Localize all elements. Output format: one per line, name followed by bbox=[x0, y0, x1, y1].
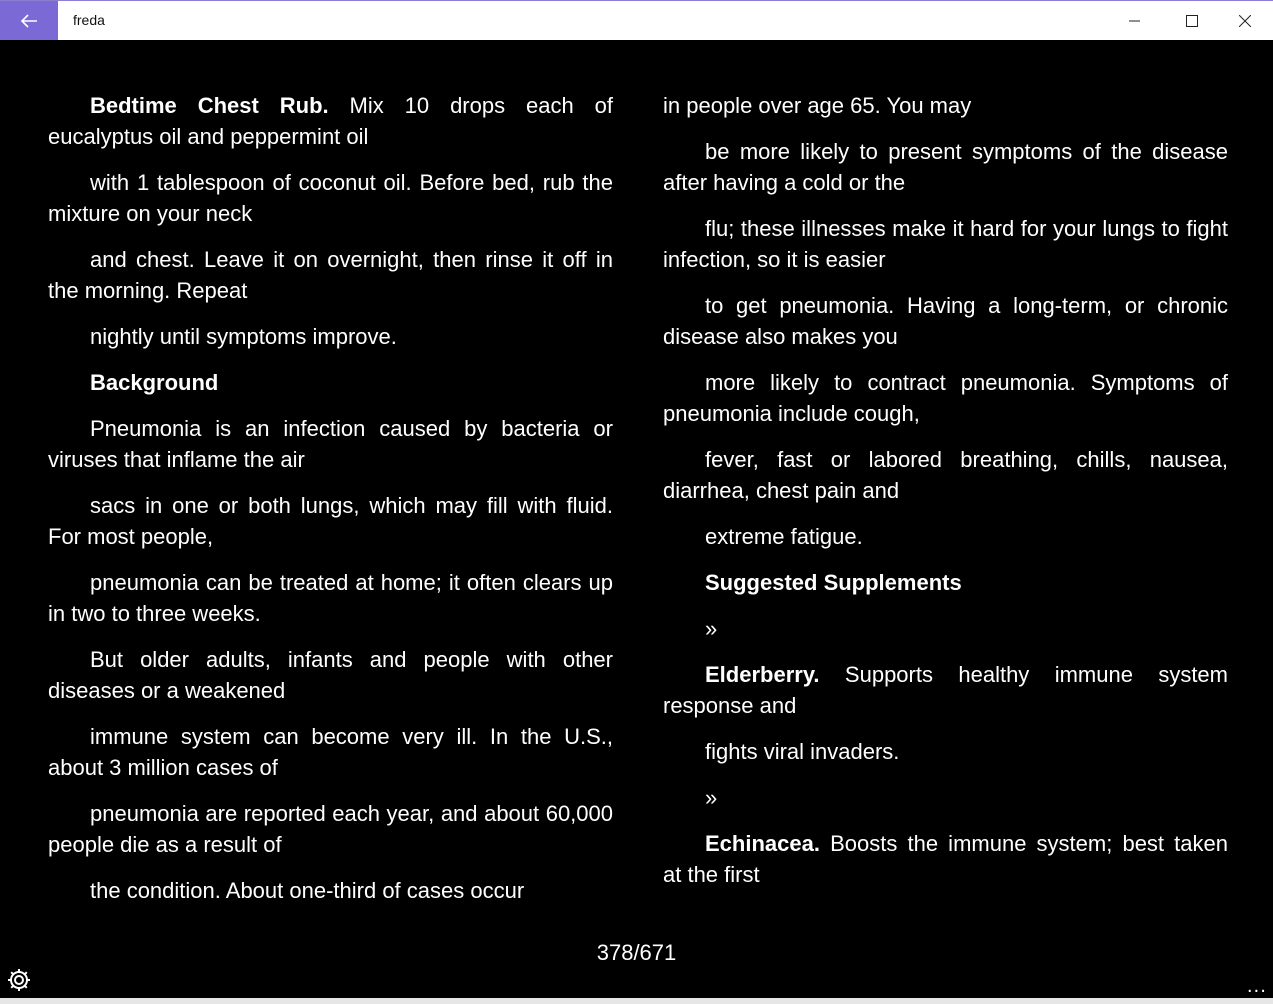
paragraph: flu; these illnesses make it hard for your lungs to fight infection, so it is easier bbox=[663, 216, 1228, 272]
paragraph: nightly until symptoms improve. bbox=[90, 324, 397, 349]
bullet-marker: » bbox=[705, 785, 718, 810]
back-button[interactable] bbox=[0, 1, 58, 41]
paragraph: more likely to contract pneumonia. Symptoms of pneumonia include cough, bbox=[663, 370, 1228, 426]
title-bar bbox=[0, 0, 1273, 40]
bold-lead: Elderberry. bbox=[705, 662, 820, 687]
maximize-icon bbox=[1186, 15, 1198, 27]
close-button[interactable] bbox=[1216, 1, 1273, 41]
paragraph: pneumonia are reported each year, and about 60,000 people die as a result of bbox=[48, 801, 613, 857]
minimize-button[interactable] bbox=[1106, 1, 1163, 41]
paragraph: immune system can become very ill. In the U.S., about 3 million cases of bbox=[48, 724, 613, 780]
paragraph: the condition. About one-third of cases occur bbox=[90, 878, 525, 903]
paragraph: But older adults, infants and people with other diseases or a weakened bbox=[48, 647, 613, 703]
reader-page bbox=[0, 40, 1273, 1004]
close-icon bbox=[1239, 15, 1251, 27]
section-heading: Background bbox=[90, 370, 219, 395]
bold-lead: Echinacea. bbox=[705, 831, 820, 856]
section-heading: Suggested Supplements bbox=[705, 570, 962, 595]
arrow-left-icon bbox=[20, 14, 38, 28]
paragraph: Echinacea. Boosts the immune system; best taken at the first bbox=[663, 831, 1228, 887]
paragraph: sacs in one or both lungs, which may fill with fluid. For most people, bbox=[48, 493, 613, 549]
minimize-icon bbox=[1129, 15, 1141, 27]
paragraph: Elderberry. Supports healthy immune system response and bbox=[663, 662, 1228, 718]
bold-lead: Bedtime Chest Rub. bbox=[90, 93, 329, 118]
paragraph: to get pneumonia. Having a long-term, or chronic disease also makes you bbox=[663, 293, 1228, 349]
paragraph: pneumonia can be treated at home; it often clears up in two to three weeks. bbox=[48, 570, 613, 626]
paragraph: extreme fatigue. bbox=[705, 524, 863, 549]
paragraph: with 1 tablespoon of coconut oil. Before bed, rub the mixture on your neck bbox=[48, 170, 613, 226]
right-column bbox=[663, 90, 1228, 905]
gear-icon bbox=[6, 967, 32, 993]
left-column bbox=[48, 90, 613, 921]
underlying-window-edge bbox=[0, 998, 1273, 1004]
paragraph: and chest. Leave it on overnight, then rinse it off in the morning. Repeat bbox=[48, 247, 613, 303]
paragraph: fights viral invaders. bbox=[705, 739, 900, 764]
more-button[interactable]: ... bbox=[1246, 976, 1267, 997]
paragraph: fever, fast or labored breathing, chills, nausea, diarrhea, chest pain and bbox=[663, 447, 1228, 503]
settings-button[interactable] bbox=[6, 967, 32, 993]
app-title: freda bbox=[73, 12, 105, 28]
paragraph: be more likely to present symptoms of the disease after having a cold or the bbox=[663, 139, 1228, 195]
paragraph: Bedtime Chest Rub. Mix 10 drops each of eucalyptus oil and peppermint oil bbox=[48, 93, 613, 149]
paragraph: Pneumonia is an infection caused by bacteria or viruses that inflame the air bbox=[48, 416, 613, 472]
maximize-button[interactable] bbox=[1163, 1, 1220, 41]
paragraph: in people over age 65. You may bbox=[663, 93, 972, 118]
bullet-marker: » bbox=[705, 616, 718, 641]
page-indicator: 378/671 bbox=[596, 940, 677, 965]
